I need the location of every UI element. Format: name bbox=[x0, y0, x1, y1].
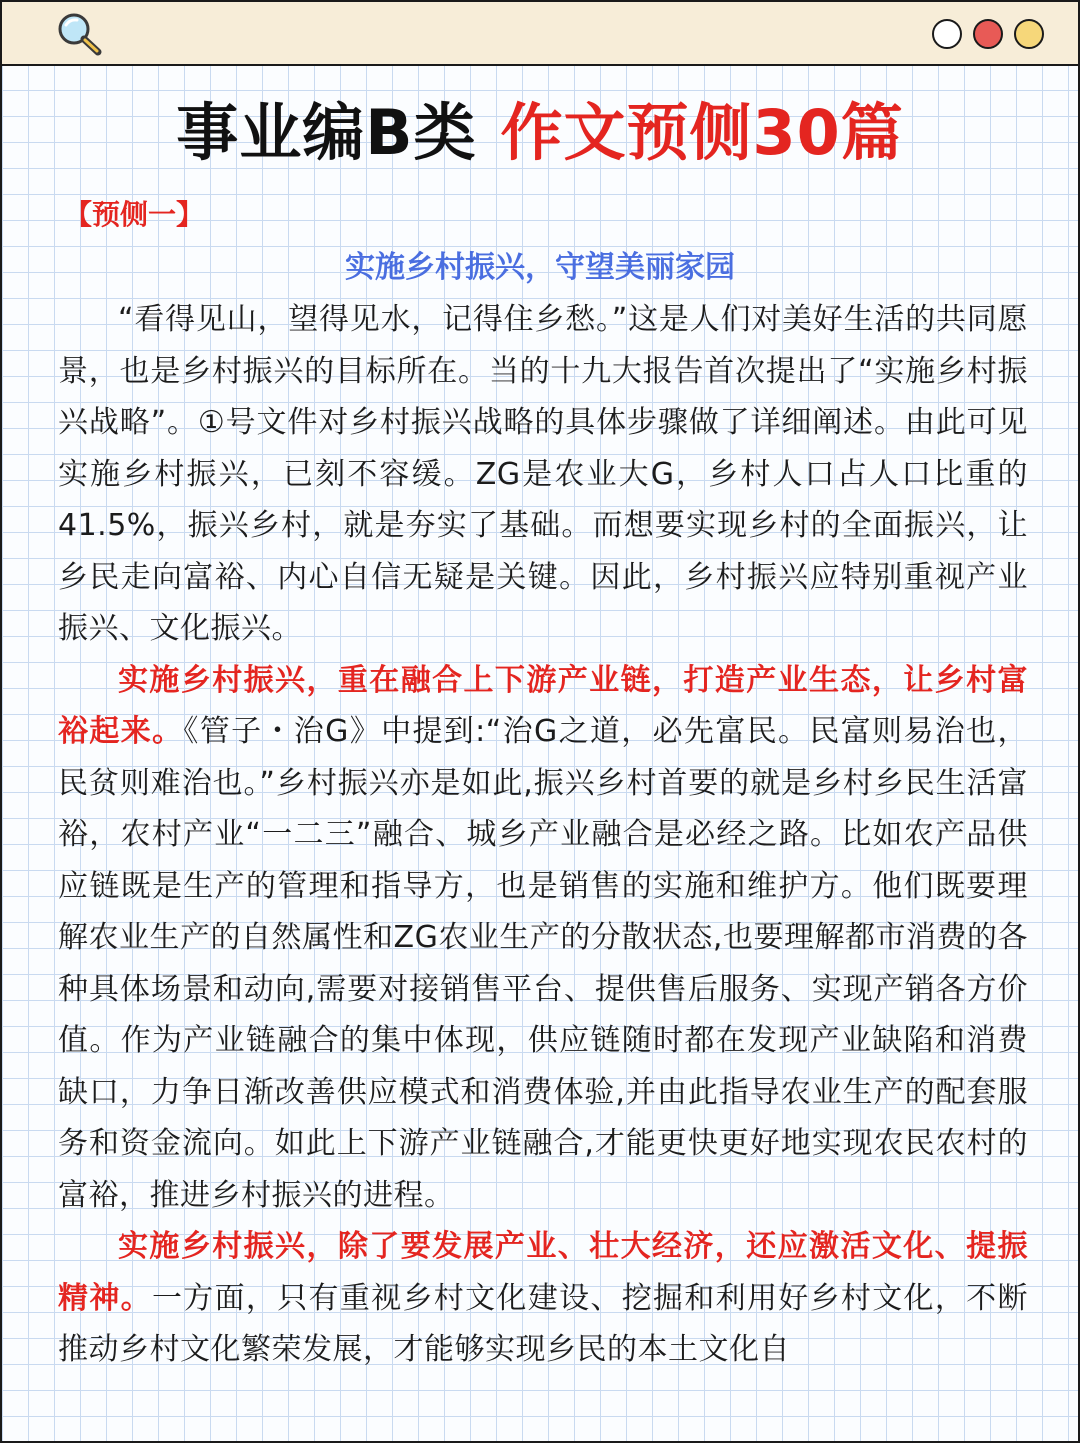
paragraph-3-body: 一方面，只有重视乡村文化建设、挖掘和利用好乡村文化，不断推动乡村文化繁荣发展，才能够实现乡民的本土文化自 bbox=[58, 1280, 1029, 1367]
paragraph-2-body: 《管子・治G》中提到:“治G之道，必先富民。民富则易治也，民贫则难治也。”乡村振兴亦是如此,振兴乡村首要的就是乡村乡民生活富裕，农村产业“一二三”融合、城乡产业融合是必经之路。比如农产品供应链既是生产的管理和指导方，也是销售的实施和维护方。他们既要理解农业生产的自然属性和ZG农业生产的分散状态,也要理解都市消费的各种具体场景和动向,需要对接销售平台、提供售后服务、实现产销各方价值。作为产业链融合的集中体现，供应链随时都在发现产业缺陷和消费缺口，力争日渐改善供应模式和消费体验,并由此指导农业生产的配套服务和资金流向。如此上下游产业链融合,才能更快更好地实现农民农村的富裕，推进乡村振兴的进程。 bbox=[58, 714, 1028, 1213]
paragraph-1: “看得见山，望得见水，记得住乡愁。”这是人们对美好生活的共同愿景，也是乡村振兴的目标所在。当的十九大报告首次提出了“实施乡村振兴战略”。①号文件对乡村振兴战略的具体步骤做了详细阐述。由此可见实施乡村振兴，已刻不容缓。ZG是农业大G，乡村人口占人口比重的41.5%，振兴乡村，就是夯实了基础。而想要实现乡村的全面振兴，让乡民走向富裕、内心自信无疑是关键。因此，乡村振兴应特别重视产业振兴、文化振兴。 bbox=[58, 302, 1028, 646]
search-icon[interactable] bbox=[54, 10, 104, 58]
title-black: 事业编B类 bbox=[176, 96, 477, 169]
window-titlebar bbox=[2, 2, 1078, 66]
paragraph-2-highlight: 实施乡村振兴，重在融合上下游产业链，打造产业生态，让乡村富裕起来。 bbox=[58, 662, 1028, 749]
window-button-white[interactable] bbox=[932, 19, 962, 49]
section-tag: 【预侧一】 bbox=[64, 198, 205, 231]
title-red: 作文预侧30篇 bbox=[500, 96, 904, 169]
paragraph-3 bbox=[58, 1221, 1028, 1376]
essay-title: 实施乡村振兴，守望美丽家园 bbox=[345, 250, 735, 285]
essay-body bbox=[58, 294, 1028, 1376]
window-button-red[interactable] bbox=[973, 19, 1003, 49]
paragraph-2 bbox=[58, 655, 1028, 1222]
window-button-yellow[interactable] bbox=[1014, 19, 1044, 49]
paragraph-3-highlight: 实施乡村振兴，除了要发展产业、壮大经济，还应激活文化、提振精神。 bbox=[58, 1229, 1028, 1316]
page-title bbox=[2, 94, 1078, 172]
